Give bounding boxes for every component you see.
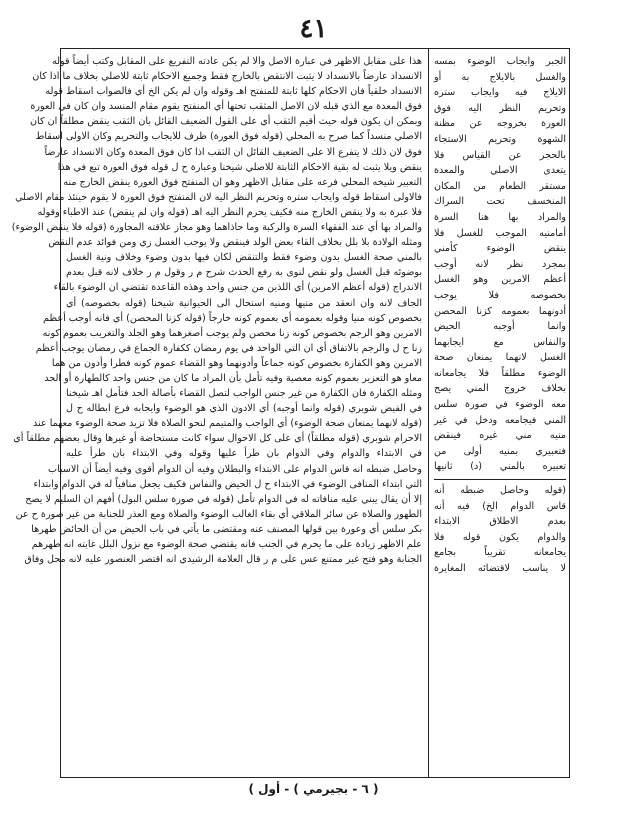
commentary-line: بوضوئه قبل الغسل ولو نقض لنوى به رفع الحدث شرح م ر وقول م ر خلاف لانه قبل بعدم xyxy=(66,267,422,279)
commentary-line: الاصلي منسداً كما صرح به المحلي (قوله فوق العورة) ظرف للايجاب والتحريم وكان الاولى اسقاط xyxy=(35,131,422,143)
margin-note-line: والدوام يكون قوله فلا xyxy=(434,531,566,543)
margin-line: بالحجر عن القياس فلا xyxy=(434,149,566,161)
margin-line: الغسل لانهما يمنعان صحة xyxy=(434,352,566,364)
margin-note-line: لا يناسب لاقتضائه المغايرة xyxy=(434,563,566,574)
page-footer: ( ٦ - بجيرمي ) - أول ) xyxy=(248,782,379,796)
commentary-line: بخصوص كونه منيا وقوله بعمومه أي بعموم كونه خارجاً (قوله كزنا المحصن) أي فانه أوجب أعظم xyxy=(43,312,422,324)
commentary-line: بالمني صحة الغسل بدون وضوء فقط والتنقض لكان فيها بدون وضوء وخلاف ونية الغسل xyxy=(66,252,422,264)
commentary-line: الجاف لانه وان انعقد من منيها ومنيه استحال الى الحيوانية شيخنا (قوله بخصوصه) أي xyxy=(66,297,422,309)
margin-line: والغسل بالايلاج به أو xyxy=(434,71,566,83)
margin-line: أعظم الامرين وهو الغسل xyxy=(434,274,566,286)
margin-line: بمجرد نظر لانه أوجب xyxy=(434,258,566,270)
commentary-line: التعبير شيخه المحلي فرعه على مقابل الاظهر وهو ان المنفتح فوق العورة ينقض الخارج منه xyxy=(63,176,422,188)
commentary-line: في الفيض شوبري (قوله وانما أوجبه) أي الادون الذي هو الوضوء وايجابه فرع ابطاله ح ل xyxy=(66,403,422,415)
margin-line: تعبيره بالمني (د) ثانيها xyxy=(434,461,566,473)
margin-note-line: قاس الدوام الخ) فيه أنه xyxy=(434,500,566,512)
commentary-line: زنا ح ل والرجم بالاتفاق أي ان التي الواحد في يوم رمضان ككفارة الجماع في رمضان يوجب أعظم xyxy=(35,342,422,354)
commentary-line: (قوله لانهما يمنعان صحة الوضوء) أي الواجب والمتيمم لنحو الصلاة فلا تزيد صحة الوضوء معهما عند xyxy=(32,418,422,430)
commentary-line: الاندراج (قوله أعظم الامرين) أي اللذين من جنس واحد وهذه القاعدة تقتضي ان الوضوء بالقاء xyxy=(53,282,422,294)
margin-line: الايلاج فيه وايجاب ستره xyxy=(434,87,566,99)
margin-line: والمراد بها هنا السرة xyxy=(434,211,566,223)
margin-line: مستقر الطعام من المكان xyxy=(434,180,566,192)
margin-line: ينقض الوضوء كأمني xyxy=(434,243,566,255)
margin-line: الجبر وايجاب الوضوء بمسه xyxy=(434,56,566,67)
commentary-line: ينقض ويلا يثبت له بقية الاحكام الثابتة للاصلي شيخنا وعبارة ح ل قوله فوق العورة تبع في هذا xyxy=(57,161,422,173)
commentary-line: علم الاظهر زيادة على ما يحرم في الجنب فانه يقتضي صحة الوضوء مع نزول البلل غايته انه طهرهم xyxy=(31,539,422,550)
margin-separator xyxy=(434,479,566,480)
commentary-line: ومثله الكفارة فان الكفارة من غير جنس الواجب لتصل القضاء بأصالة الحد فتأمل اهـ شيخنا xyxy=(66,388,422,400)
margin-line: يتعدى الاصلي والمعدة xyxy=(434,165,566,177)
margin-line: أمامنيه الموجب للغسل فلا xyxy=(434,227,566,239)
commentary-line: فوق المعدة مع الذي قبله لان الاصل المثقب تحتها أي المنفتح يقوم مقام المنسد وان كان في العورة xyxy=(30,101,422,113)
commentary-line: فالاولى اسقاط قوله وايجاب ستره وتحريم النظر اليه لان المنفتح فوق العورة لا يقوم حينئذ مقام الاصلي xyxy=(15,191,422,203)
margin-line: وانما أوجبه الحيض xyxy=(434,321,566,333)
main-commentary-column xyxy=(11,54,422,772)
commentary-line: الامرين وهو الرجم بخصوص كونه زنا محصن ولم يوجب أصغرهما وهو الجلد والتغريب بعموم كونه xyxy=(42,327,422,339)
commentary-line: بكر سلس أي وعورة بين قولها المصنف عنه ومقتضى ما يأتي في باب الحيض من أن الحائض طهرها xyxy=(31,523,422,535)
margin-line: المنخسف تحت السراك xyxy=(434,196,566,208)
margin-line: وتحريم النظر اليه فوق xyxy=(434,102,566,114)
column-divider xyxy=(428,48,429,778)
margin-text-column xyxy=(434,54,566,772)
commentary-line: إلا أن يقال يبني عليه منافاته له في الدوام تأمل (قوله في صورة سلس البول) أفهم ان السليم لا يصح xyxy=(25,493,422,505)
commentary-line: التي ابتداء المنافى الوضوء في الابتداء ح ل الحيض والنفاس فكيف يجعل منافياً له في الدوام وابتداء xyxy=(33,478,422,490)
commentary-line: والمراد بها أي عند الفقهاء السرة والركبة وما حاذاهما وهو مجاز علاقته المجاورة (قوله فلا ينقض الوضوء) xyxy=(11,222,422,234)
commentary-line: معاو هو التعزير بعموم كونه معصية وفيه تأمل بأن المراد ما كان من جنس واحد كالطهارة أو الحد xyxy=(44,372,422,384)
commentary-line: الاحرام شوبري (قوله مطلقاً) أي على كل الاحوال سواء كانت مستحاضة أو غيرها وقال بعضهم مطلقاً أي xyxy=(13,433,422,445)
margin-note-line: (قوله وحاصل ضبطه أنه xyxy=(434,485,566,497)
page-number: ٤١ xyxy=(299,14,328,44)
margin-line: العورة بخروجه عن مظنة xyxy=(434,118,566,130)
margin-note-line: بعدم الاطلاق الابتداء xyxy=(434,516,566,528)
commentary-line: هذا على مقابل الاظهر في عبارة الاصل والا لم يكن عادته التفريع على المقابل وكتب أيضاً قوله xyxy=(51,56,422,67)
margin-line: فتعبيري بمنيه أولى من xyxy=(434,445,566,457)
commentary-line: الامرين وهو الكفارة بخصوص كونه جماعاً وأدونهما وهو القضاء عموم كونه فطرا وأدون من هما xyxy=(51,357,422,369)
commentary-line: فوق لان ذلك لا يتفرع الا على الضعيف القائل ان الثقب اذا كان فوق المعدة وكان الانسداد عارضاً xyxy=(44,146,422,158)
margin-line: والنفاس مع ايجابهما xyxy=(434,336,566,348)
commentary-line: في الابتداء والدوام وفي الدوام بان طرأ عليها وقوله وفي الابتداء بان طرأ عليه xyxy=(66,448,422,460)
commentary-line: ومثله الولادة بلا بلل بخلاف القاء بعض الولد فينقض ولا يوجب الغسل زي ومن فوائد عدم النقض xyxy=(48,237,422,249)
margin-note-line: يجامعانه تقريباً بجامع xyxy=(434,547,566,559)
margin-line: بخصوصه فلا يوجب xyxy=(434,289,566,301)
margin-line: الوضوء مطلقاً فلا يجامعانه xyxy=(434,367,566,379)
commentary-line: وبمكن ان يكون قوله حيث أقيم الثقب أي على القول الضعيف القائل بان الثقب ينقض مطلقاً ان كان xyxy=(30,116,422,128)
commentary-line: الجنابة وهو فتح غير ممتنع عس على م ر قال العلامة الرشيدي انه اقتصر العنصور عليه لانه محل وفاق xyxy=(24,554,422,566)
margin-line: بخلاف خروج المني يصح xyxy=(434,383,566,395)
commentary-line: الطهور والصلاة عن سائر الملاقي أي بقاء الغالب الوضوء والصلاة ومع العذر للجنابة من غير صورة ح عن xyxy=(15,508,422,520)
commentary-line: الانسداد خلقياً فان الاحكام كلها ثابتة للمنفتح اهـ وقوله وان لم يكن الخ أي فالصواب اسقاط قوله xyxy=(45,86,422,98)
margin-line: الشهوة وتحريم الاستجاء xyxy=(434,133,566,145)
margin-line: منيه مني غيره فينقض xyxy=(434,430,566,442)
commentary-line: فلا عبرة به ولا ينقض الخارج منه فكيف يحرم النظر اليه اهـ (قوله وان لم ينقض) عند الاطباء وقوله xyxy=(37,206,422,218)
margin-line: المني فيجامعه ودخل في غير xyxy=(434,414,566,426)
commentary-line: الانسداد عارضاً بالانسداد لا يثبت الانتقض بالخارج فقط وجميع الاحكام ثابتة للاصلي بخلاف ما اذا كان xyxy=(32,71,422,83)
margin-line: أدونهما بعمومه كزنا المحصن xyxy=(434,305,566,317)
margin-line: معه الوضوء في صورة سلس xyxy=(434,399,566,411)
commentary-line: وحاصل ضبطه انه قاس الدوام على الابتداء والبطلان وفيه أن الدوام أقوى وفيه أيضاً أن الاسباب xyxy=(48,463,422,475)
